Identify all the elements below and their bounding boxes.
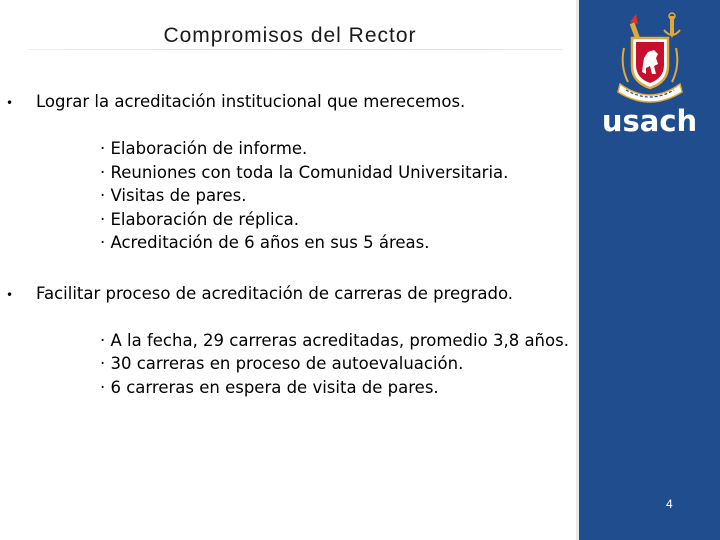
page-number: 4 — [666, 497, 673, 511]
section-bullet: • — [6, 288, 14, 302]
section-bullet: • — [6, 96, 14, 110]
list-item: · 30 carreras en proceso de autoevaluación. — [100, 354, 464, 373]
list-item: · Visitas de pares. — [100, 186, 247, 205]
section-heading: Lograr la acreditación institucional que merecemos. — [36, 92, 466, 111]
list-item: · 6 carreras en espera de visita de pares. — [100, 378, 439, 397]
slide-title: Compromisos del Rector — [163, 24, 417, 47]
list-item: · Reuniones con toda la Comunidad Universitaria. — [100, 163, 509, 182]
university-crest-logo — [600, 8, 700, 110]
list-item: · Elaboración de réplica. — [100, 210, 300, 229]
brand-wordmark: usach — [601, 104, 698, 138]
section-heading: Facilitar proceso de acreditación de carreras de pregrado. — [36, 284, 514, 303]
list-item: · A la fecha, 29 carreras acreditadas, promedio 3,8 años. — [100, 331, 569, 350]
list-item: · Acreditación de 6 años en sus 5 áreas. — [100, 233, 430, 252]
title-underline — [28, 49, 563, 50]
list-item: · Elaboración de informe. — [100, 139, 308, 158]
